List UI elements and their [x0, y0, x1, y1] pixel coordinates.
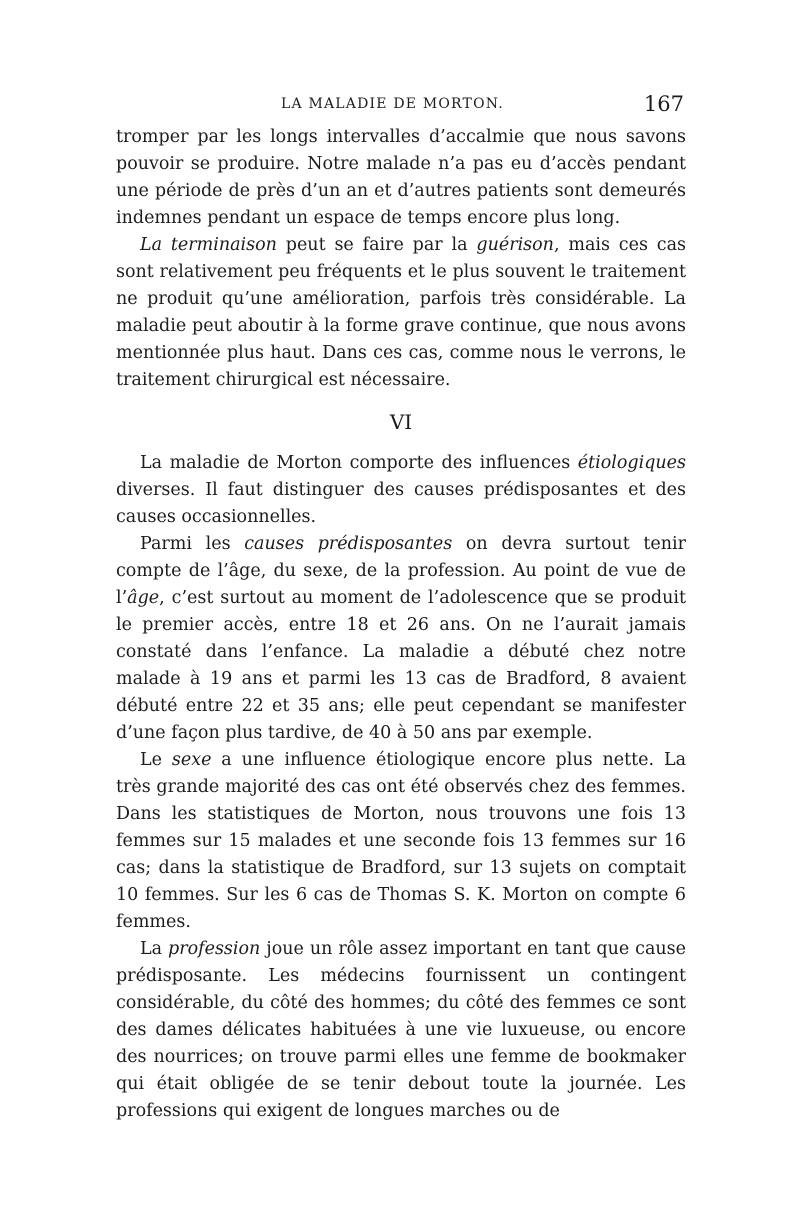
paragraph-text: La maladie de Morton comporte des influences [140, 453, 578, 473]
paragraph-text: La [140, 939, 169, 959]
emphasis-profession: profession [168, 939, 261, 959]
emphasis-age: âge [127, 588, 160, 608]
paragraph-text: Parmi les [140, 534, 245, 554]
emphasis-sexe: sexe [171, 750, 212, 770]
paragraph-causes-predisposantes [116, 531, 686, 747]
paragraph-text: on devra surtout tenir compte de l’âge, du sexe, de la profession. Au point de vue de l’ [116, 534, 686, 608]
emphasis-etiologiques: étiologiques [577, 453, 686, 473]
emphasis-terminaison: La terminaison [140, 235, 277, 255]
paragraph-sexe [116, 747, 686, 936]
paragraph-text: Le [140, 750, 172, 770]
page-number: 167 [643, 92, 684, 116]
emphasis-causes-predisposantes: causes prédisposantes [244, 534, 453, 554]
paragraph-text: , c’est surtout au moment de l’adolescence que se produit le premier accès, entre 18 et 26 ans. On ne l’aurait jamais constaté dans l’enfance. La maladie a débuté chez notre malade à 19 ans et parmi les 13 cas de Bradford, 8 avaient débuté entre 22 et 35 ans; elle peut cependant se manifester d’une façon plus tardive, de 40 à 50 ans par exemple. [116, 588, 686, 743]
running-title: LA MALADIE DE MORTON. [281, 96, 504, 112]
paragraph-text: peut se faire par la [276, 235, 477, 255]
paragraph-terminaison [116, 232, 686, 394]
emphasis-guerison: guérison [476, 235, 554, 255]
paragraph-continued: tromper par les longs intervalles d’accalmie que nous savons pouvoir se produire. Notre malade n’a pas eu d’accès pendant une période de près d’un an et d’autres patients sont demeurés indemnes pendant un espace de temps encore plus long. [116, 127, 686, 228]
running-head [116, 92, 686, 124]
paragraph-text: a une influence étiologique encore plus nette. La très grande majorité des cas ont été observés chez des femmes. Dans les statistiques de Morton, nous trouvons une fois 13 femmes sur 15 malades et une seconde fois 13 femmes sur 16 cas; dans la statistique de Bradford, sur 13 sujets on comptait 10 femmes. Sur les 6 cas de Thomas S. K. Morton on compte 6 femmes. [116, 750, 686, 932]
paragraph-text: , mais ces cas sont relativement peu fréquents et le plus souvent le traitement ne produit qu’une amélioration, parfois très considérable. La maladie peut aboutir à la forme grave continue, que nous avons mentionnée plus haut. Dans ces cas, comme nous le verrons, le traitement chirurgical est nécessaire. [116, 235, 686, 390]
body-text [116, 124, 686, 1125]
book-page [116, 92, 686, 1125]
paragraph-etiologie [116, 450, 686, 531]
section-heading: VI [389, 410, 413, 434]
paragraph-text: joue un rôle assez important en tant que cause prédisposante. Les médecins fournissent un contingent considérable, du côté des hommes; du côté des femmes ce sont des dames délicates habituées à une vie luxueuse, ou encore des nourrices; on trouve parmi elles une femme de bookmaker qui était obligée de se tenir debout toute la journée. Les professions qui exigent de longues marches ou de [116, 939, 686, 1121]
paragraph-profession [116, 936, 686, 1125]
paragraph-text: diverses. Il faut distinguer des causes prédisposantes et des causes occasionnelles. [116, 480, 686, 527]
